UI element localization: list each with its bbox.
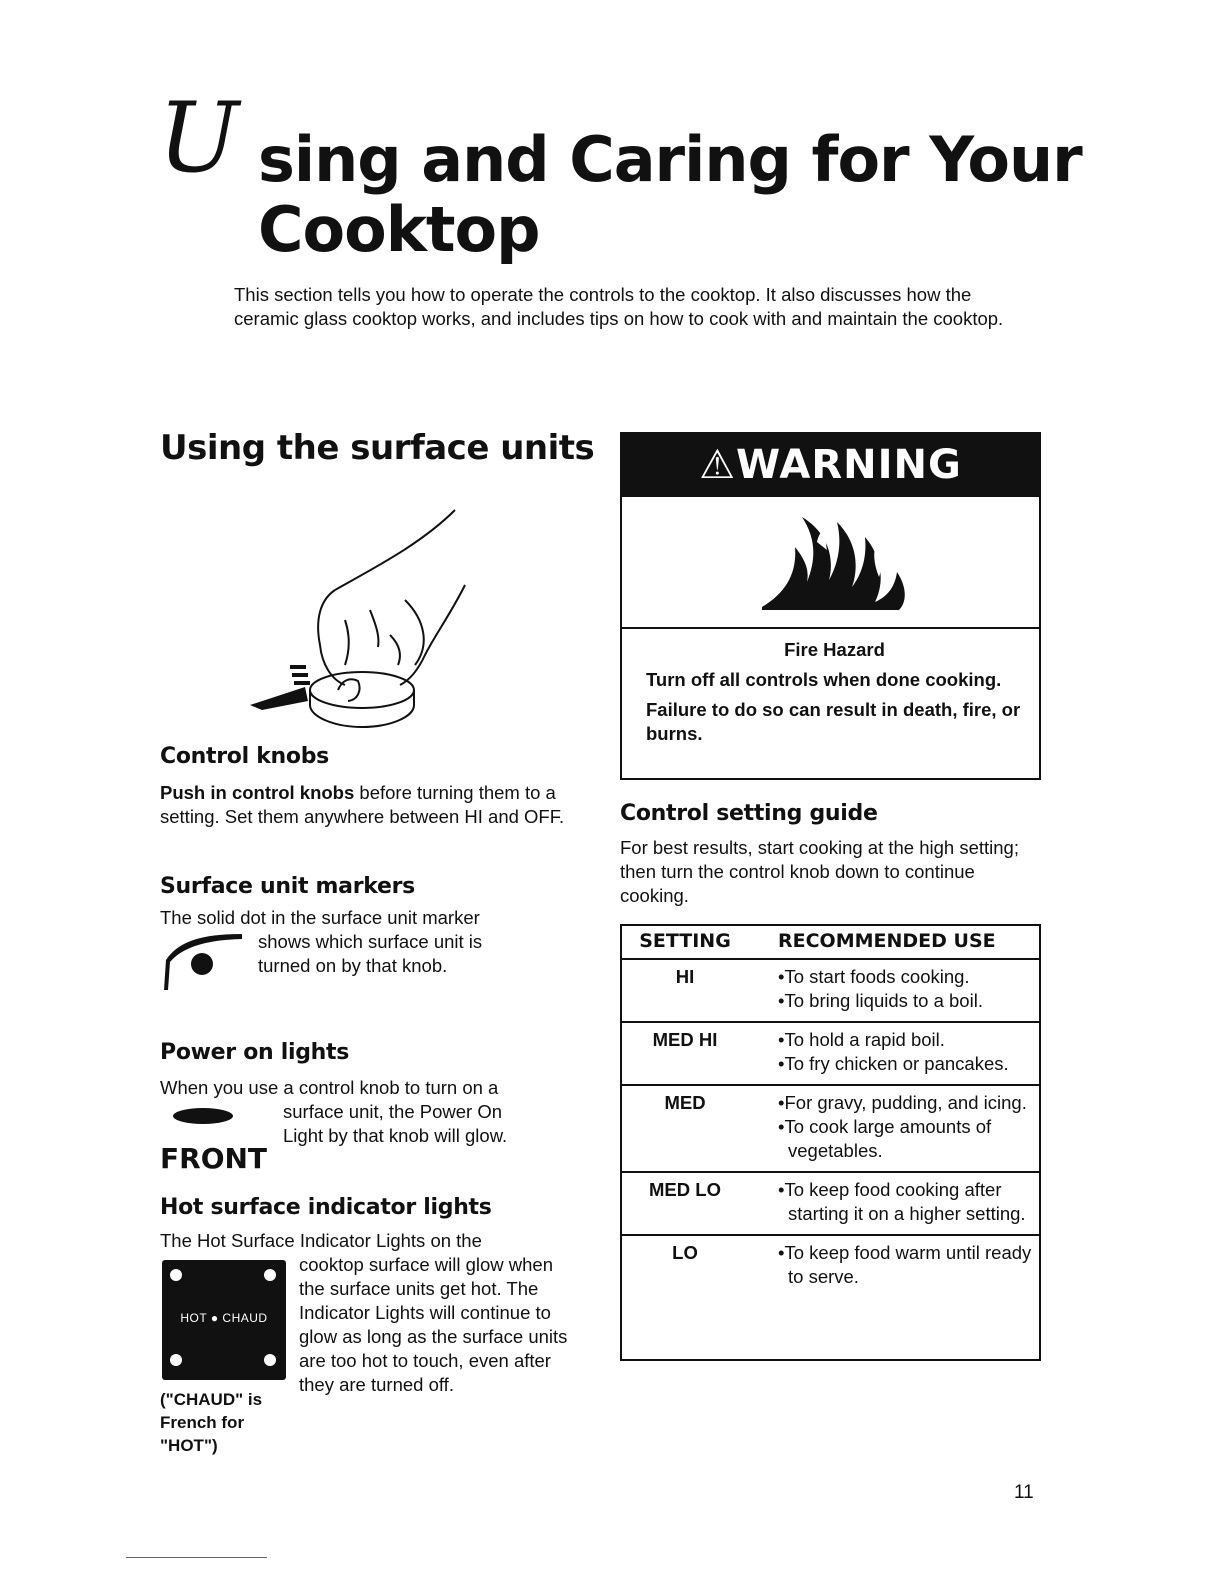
hand-pushing-knob-icon <box>250 505 480 730</box>
warning-divider <box>622 627 1039 629</box>
column-header-setting: SETTING <box>620 924 750 959</box>
hot-surface-line1: The Hot Surface Indicator Lights on the <box>160 1230 482 1251</box>
front-label: FRONT <box>160 1142 268 1175</box>
table-row <box>620 1022 1041 1085</box>
use-item: •To cook large amounts of vegetables. <box>778 1116 992 1161</box>
power-lights-line1: When you use a control knob to turn on a <box>160 1077 499 1098</box>
fire-hazard-icon <box>757 502 917 612</box>
warning-text <box>646 638 1023 752</box>
use-item: •For gravy, pudding, and icing. <box>778 1092 1027 1113</box>
indicator-dot <box>264 1354 276 1366</box>
intro-paragraph: This section tells you how to operate the controls to the cooktop. It also discusses how the ceramic glass cooktop works, and includes tips on how to cook with and maintain the cooktop. <box>234 284 1004 329</box>
warning-line1: Turn off all controls when done cooking. <box>646 669 1002 690</box>
control-guide-intro: For best results, start cooking at the high setting; then turn the control knob down to continue cooking. <box>620 837 1019 906</box>
use-cell <box>750 1172 1041 1235</box>
use-cell <box>750 1235 1041 1297</box>
use-cell <box>750 959 1041 1022</box>
use-item: •To keep food warm until ready to serve. <box>778 1242 1032 1287</box>
section-title: Using the surface units <box>160 428 595 468</box>
column-header-use: RECOMMENDED USE <box>750 924 1041 959</box>
power-lights-line3: Light by that knob will glow. <box>283 1125 508 1146</box>
use-item: •To keep food cooking after starting it on a higher setting. <box>778 1179 1026 1224</box>
indicator-dot <box>170 1354 182 1366</box>
warning-banner: ⚠WARNING <box>622 434 1039 497</box>
use-item: •To start foods cooking. <box>778 966 970 987</box>
power-lights-heading: Power on lights <box>160 1040 350 1065</box>
table-row <box>620 1235 1041 1297</box>
indicator-label: HOT ● CHAUD <box>180 1311 268 1325</box>
power-on-light-icon <box>170 1106 236 1126</box>
warning-line2: Failure to do so can result in death, fire, or burns. <box>646 699 1021 744</box>
surface-unit-marker-icon <box>160 930 246 994</box>
hot-indicator-icon <box>162 1260 286 1380</box>
hot-surface-body: cooktop surface will glow when the surface units get hot. The Indicator Lights will continue to glow as long as the surface units are too hot to touch, even after they are turned off. <box>299 1254 568 1395</box>
page-title: U sing and Caring for Your Cooktop <box>158 82 1082 266</box>
control-knobs-text: Push in control knobs before turning them to a setting. Set them anywhere between HI and OFF. <box>160 782 565 827</box>
control-setting-table <box>620 924 1041 1297</box>
use-item: •To bring liquids to a boil. <box>778 990 983 1011</box>
surface-markers-line2: shows which surface unit is <box>258 931 483 952</box>
indicator-dot <box>170 1269 182 1281</box>
use-cell <box>750 1085 1041 1172</box>
use-item: •To fry chicken or pancakes. <box>778 1053 1009 1074</box>
table-row <box>620 1172 1041 1235</box>
use-cell <box>750 1022 1041 1085</box>
chaud-caption: ("CHAUD" is French for "HOT") <box>160 1390 263 1455</box>
table-row <box>620 959 1041 1022</box>
power-lights-line2: surface unit, the Power On <box>283 1101 503 1122</box>
surface-markers-heading: Surface unit markers <box>160 874 415 899</box>
hot-surface-heading: Hot surface indicator lights <box>160 1195 492 1220</box>
table-header-row <box>620 924 1041 959</box>
surface-markers-line1: The solid dot in the surface unit marker <box>160 907 480 928</box>
footer-line <box>126 1557 267 1558</box>
surface-markers-line3: turned on by that knob. <box>258 955 448 976</box>
setting-cell: MED <box>620 1085 750 1172</box>
setting-cell: HI <box>620 959 750 1022</box>
warning-box <box>620 432 1041 780</box>
setting-cell: LO <box>620 1235 750 1297</box>
title-drop-cap: U <box>158 82 238 194</box>
page-number: 11 <box>1014 1482 1034 1503</box>
control-guide-heading: Control setting guide <box>620 801 878 826</box>
warning-hazard: Fire Hazard <box>784 639 885 660</box>
setting-cell: MED LO <box>620 1172 750 1235</box>
table-row <box>620 1085 1041 1172</box>
control-knobs-heading: Control knobs <box>160 744 329 769</box>
setting-cell: MED HI <box>620 1022 750 1085</box>
indicator-dot <box>264 1269 276 1281</box>
use-item: •To hold a rapid boil. <box>778 1029 945 1050</box>
